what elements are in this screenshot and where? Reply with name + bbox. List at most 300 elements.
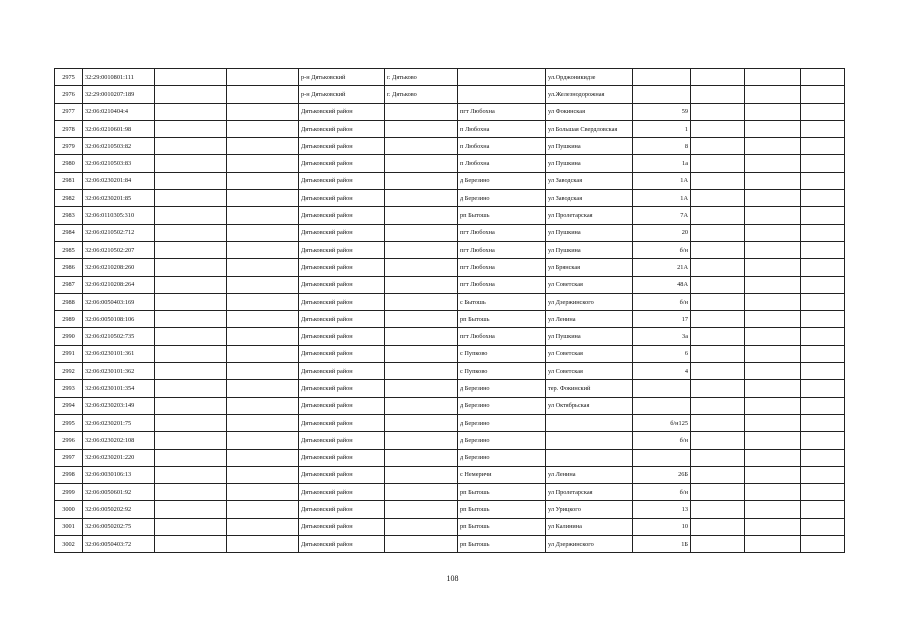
empty-cell bbox=[155, 345, 227, 362]
house-number-cell: 17 bbox=[633, 311, 691, 328]
cadastral-number-cell: 32:06:0050202:75 bbox=[83, 518, 155, 535]
row-number-cell: 2996 bbox=[55, 432, 83, 449]
cadastral-number-cell: 32:06:0210208:260 bbox=[83, 259, 155, 276]
empty-cell bbox=[691, 224, 745, 241]
table-row bbox=[55, 155, 845, 172]
cadastral-number-cell: 32:06:0050108:106 bbox=[83, 311, 155, 328]
row-number-cell: 2978 bbox=[55, 120, 83, 137]
street-cell bbox=[546, 414, 633, 431]
empty-cell bbox=[745, 69, 801, 86]
row-number-cell: 2986 bbox=[55, 259, 83, 276]
city-cell bbox=[385, 311, 458, 328]
city-cell bbox=[385, 259, 458, 276]
table-row bbox=[55, 138, 845, 155]
district-cell: Дятьковский район bbox=[299, 380, 385, 397]
settlement-cell: п Любохна bbox=[458, 138, 546, 155]
empty-cell bbox=[691, 138, 745, 155]
empty-cell bbox=[227, 432, 299, 449]
empty-cell bbox=[691, 363, 745, 380]
city-cell bbox=[385, 414, 458, 431]
house-number-cell bbox=[633, 449, 691, 466]
row-number-cell: 2981 bbox=[55, 172, 83, 189]
empty-cell bbox=[227, 501, 299, 518]
empty-cell bbox=[745, 536, 801, 553]
empty-cell bbox=[691, 484, 745, 501]
row-number-cell: 2990 bbox=[55, 328, 83, 345]
empty-cell bbox=[155, 103, 227, 120]
empty-cell bbox=[227, 224, 299, 241]
empty-cell bbox=[801, 397, 845, 414]
street-cell: ул Октябрьская bbox=[546, 397, 633, 414]
empty-cell bbox=[155, 207, 227, 224]
settlement-cell: пгт Любохна bbox=[458, 276, 546, 293]
house-number-cell: 21А bbox=[633, 259, 691, 276]
empty-cell bbox=[227, 172, 299, 189]
empty-cell bbox=[227, 363, 299, 380]
empty-cell bbox=[745, 103, 801, 120]
empty-cell bbox=[745, 138, 801, 155]
house-number-cell: 59 bbox=[633, 103, 691, 120]
table-row bbox=[55, 432, 845, 449]
empty-cell bbox=[745, 293, 801, 310]
row-number-cell: 2975 bbox=[55, 69, 83, 86]
row-number-cell: 2989 bbox=[55, 311, 83, 328]
table-row bbox=[55, 363, 845, 380]
empty-cell bbox=[155, 86, 227, 103]
cadastral-number-cell: 32:06:0230201:220 bbox=[83, 449, 155, 466]
row-number-cell: 2976 bbox=[55, 86, 83, 103]
empty-cell bbox=[227, 484, 299, 501]
empty-cell bbox=[801, 172, 845, 189]
district-cell: Дятьковский район bbox=[299, 190, 385, 207]
settlement-cell: пгт Любохна bbox=[458, 103, 546, 120]
city-cell bbox=[385, 466, 458, 483]
district-cell: Дятьковский район bbox=[299, 103, 385, 120]
city-cell bbox=[385, 328, 458, 345]
empty-cell bbox=[227, 449, 299, 466]
street-cell: ул Брянская bbox=[546, 259, 633, 276]
cadastral-number-cell: 32:06:0210404:4 bbox=[83, 103, 155, 120]
row-number-cell: 2991 bbox=[55, 345, 83, 362]
empty-cell bbox=[745, 259, 801, 276]
street-cell: ул Калинина bbox=[546, 518, 633, 535]
empty-cell bbox=[155, 138, 227, 155]
district-cell: Дятьковский район bbox=[299, 224, 385, 241]
empty-cell bbox=[691, 241, 745, 258]
city-cell bbox=[385, 449, 458, 466]
empty-cell bbox=[801, 484, 845, 501]
district-cell: Дятьковский район bbox=[299, 501, 385, 518]
empty-cell bbox=[801, 120, 845, 137]
house-number-cell: 10 bbox=[633, 518, 691, 535]
house-number-cell: б/н bbox=[633, 293, 691, 310]
empty-cell bbox=[745, 466, 801, 483]
empty-cell bbox=[691, 190, 745, 207]
empty-cell bbox=[745, 432, 801, 449]
empty-cell bbox=[227, 293, 299, 310]
empty-cell bbox=[691, 293, 745, 310]
empty-cell bbox=[227, 190, 299, 207]
empty-cell bbox=[155, 363, 227, 380]
cadastral-number-cell: 32:06:0050403:169 bbox=[83, 293, 155, 310]
empty-cell bbox=[691, 397, 745, 414]
row-number-cell: 2988 bbox=[55, 293, 83, 310]
empty-cell bbox=[801, 311, 845, 328]
empty-cell bbox=[227, 466, 299, 483]
row-number-cell: 2992 bbox=[55, 363, 83, 380]
empty-cell bbox=[745, 207, 801, 224]
table-row bbox=[55, 259, 845, 276]
empty-cell bbox=[745, 484, 801, 501]
empty-cell bbox=[691, 466, 745, 483]
street-cell: ул Пушкина bbox=[546, 138, 633, 155]
empty-cell bbox=[801, 449, 845, 466]
row-number-cell: 2993 bbox=[55, 380, 83, 397]
settlement-cell: рп Бытошь bbox=[458, 484, 546, 501]
empty-cell bbox=[691, 345, 745, 362]
settlement-cell: д Березино bbox=[458, 432, 546, 449]
city-cell bbox=[385, 276, 458, 293]
district-cell: Дятьковский район bbox=[299, 484, 385, 501]
empty-cell bbox=[155, 432, 227, 449]
cadastral-number-cell: 32:06:0230202:108 bbox=[83, 432, 155, 449]
empty-cell bbox=[691, 69, 745, 86]
table-row bbox=[55, 345, 845, 362]
empty-cell bbox=[691, 120, 745, 137]
cadastral-number-cell: 32:06:0210208:264 bbox=[83, 276, 155, 293]
empty-cell bbox=[745, 172, 801, 189]
district-cell: Дятьковский район bbox=[299, 328, 385, 345]
house-number-cell bbox=[633, 397, 691, 414]
city-cell bbox=[385, 432, 458, 449]
district-cell: Дятьковский район bbox=[299, 311, 385, 328]
cadastral-number-cell: 32:06:0110305:310 bbox=[83, 207, 155, 224]
empty-cell bbox=[691, 172, 745, 189]
district-cell: Дятьковский район bbox=[299, 363, 385, 380]
settlement-cell: рп Бытошь bbox=[458, 311, 546, 328]
settlement-cell: д Березино bbox=[458, 397, 546, 414]
house-number-cell: 8 bbox=[633, 138, 691, 155]
cadastral-number-cell: 32:06:0210502:712 bbox=[83, 224, 155, 241]
settlement-cell bbox=[458, 86, 546, 103]
empty-cell bbox=[155, 328, 227, 345]
house-number-cell: 1Б bbox=[633, 536, 691, 553]
street-cell: ул Пушкина bbox=[546, 328, 633, 345]
settlement-cell: с Немеричи bbox=[458, 466, 546, 483]
row-number-cell: 2985 bbox=[55, 241, 83, 258]
empty-cell bbox=[227, 311, 299, 328]
street-cell: ул Советская bbox=[546, 363, 633, 380]
empty-cell bbox=[801, 466, 845, 483]
district-cell: р-н Дятьковский bbox=[299, 69, 385, 86]
empty-cell bbox=[227, 536, 299, 553]
empty-cell bbox=[801, 224, 845, 241]
cadastral-number-cell: 32:29:0010801:111 bbox=[83, 69, 155, 86]
settlement-cell: д Березино bbox=[458, 449, 546, 466]
row-number-cell: 2999 bbox=[55, 484, 83, 501]
empty-cell bbox=[801, 138, 845, 155]
district-cell: Дятьковский район bbox=[299, 241, 385, 258]
empty-cell bbox=[227, 86, 299, 103]
district-cell: Дятьковский район bbox=[299, 449, 385, 466]
city-cell bbox=[385, 138, 458, 155]
table-row bbox=[55, 397, 845, 414]
empty-cell bbox=[801, 501, 845, 518]
street-cell: ул Ленина bbox=[546, 311, 633, 328]
table-row bbox=[55, 207, 845, 224]
street-cell: тер. Фокинский bbox=[546, 380, 633, 397]
city-cell bbox=[385, 103, 458, 120]
empty-cell bbox=[155, 155, 227, 172]
city-cell bbox=[385, 190, 458, 207]
street-cell: ул.Железнодорожная bbox=[546, 86, 633, 103]
empty-cell bbox=[745, 414, 801, 431]
empty-cell bbox=[155, 380, 227, 397]
empty-cell bbox=[691, 86, 745, 103]
empty-cell bbox=[691, 501, 745, 518]
empty-cell bbox=[155, 259, 227, 276]
empty-cell bbox=[155, 69, 227, 86]
settlement-cell: с Бытошь bbox=[458, 293, 546, 310]
table-row bbox=[55, 380, 845, 397]
empty-cell bbox=[745, 86, 801, 103]
table-row bbox=[55, 311, 845, 328]
empty-cell bbox=[155, 190, 227, 207]
cadastral-number-cell: 32:06:0210503:83 bbox=[83, 155, 155, 172]
empty-cell bbox=[801, 363, 845, 380]
street-cell: ул Дзержинского bbox=[546, 293, 633, 310]
house-number-cell: б/н bbox=[633, 241, 691, 258]
table-row bbox=[55, 484, 845, 501]
empty-cell bbox=[745, 345, 801, 362]
empty-cell bbox=[801, 69, 845, 86]
cadastral-number-cell: 32:06:0030106:13 bbox=[83, 466, 155, 483]
table-row bbox=[55, 241, 845, 258]
house-number-cell: 1 bbox=[633, 120, 691, 137]
empty-cell bbox=[691, 276, 745, 293]
settlement-cell: д Березино bbox=[458, 190, 546, 207]
settlement-cell: д Березино bbox=[458, 172, 546, 189]
table-row bbox=[55, 224, 845, 241]
table-row bbox=[55, 501, 845, 518]
empty-cell bbox=[691, 311, 745, 328]
cadastral-number-cell: 32:06:0050202:92 bbox=[83, 501, 155, 518]
cadastral-number-cell: 32:06:0050403:72 bbox=[83, 536, 155, 553]
cadastral-number-cell: 32:06:0230101:354 bbox=[83, 380, 155, 397]
empty-cell bbox=[691, 380, 745, 397]
table-row bbox=[55, 449, 845, 466]
city-cell bbox=[385, 518, 458, 535]
city-cell bbox=[385, 120, 458, 137]
street-cell: ул Фокинская bbox=[546, 103, 633, 120]
empty-cell bbox=[745, 276, 801, 293]
empty-cell bbox=[745, 397, 801, 414]
empty-cell bbox=[801, 207, 845, 224]
empty-cell bbox=[745, 155, 801, 172]
row-number-cell: 2984 bbox=[55, 224, 83, 241]
house-number-cell: 48А bbox=[633, 276, 691, 293]
empty-cell bbox=[155, 311, 227, 328]
empty-cell bbox=[745, 311, 801, 328]
row-number-cell: 2987 bbox=[55, 276, 83, 293]
cadastral-number-cell: 32:06:0210502:735 bbox=[83, 328, 155, 345]
row-number-cell: 2980 bbox=[55, 155, 83, 172]
empty-cell bbox=[801, 276, 845, 293]
city-cell bbox=[385, 241, 458, 258]
district-cell: Дятьковский район bbox=[299, 414, 385, 431]
cadastral-number-cell: 32:29:0010207:189 bbox=[83, 86, 155, 103]
empty-cell bbox=[227, 69, 299, 86]
empty-cell bbox=[227, 138, 299, 155]
settlement-cell: пгт Любохна bbox=[458, 224, 546, 241]
row-number-cell: 3000 bbox=[55, 501, 83, 518]
street-cell: ул Большая Свердловская bbox=[546, 120, 633, 137]
district-cell: Дятьковский район bbox=[299, 276, 385, 293]
empty-cell bbox=[155, 536, 227, 553]
settlement-cell: с Пупково bbox=[458, 363, 546, 380]
empty-cell bbox=[801, 518, 845, 535]
city-cell bbox=[385, 501, 458, 518]
empty-cell bbox=[155, 224, 227, 241]
empty-cell bbox=[745, 120, 801, 137]
street-cell: ул Заводская bbox=[546, 190, 633, 207]
district-cell: Дятьковский район bbox=[299, 259, 385, 276]
street-cell: ул.Орджоникидзе bbox=[546, 69, 633, 86]
empty-cell bbox=[691, 328, 745, 345]
district-cell: Дятьковский район bbox=[299, 432, 385, 449]
empty-cell bbox=[745, 224, 801, 241]
settlement-cell: д Березино bbox=[458, 414, 546, 431]
empty-cell bbox=[155, 293, 227, 310]
empty-cell bbox=[227, 397, 299, 414]
empty-cell bbox=[227, 207, 299, 224]
district-cell: р-н Дятьковский bbox=[299, 86, 385, 103]
table-row bbox=[55, 69, 845, 86]
empty-cell bbox=[691, 536, 745, 553]
table-row bbox=[55, 518, 845, 535]
settlement-cell: рп Бытошь bbox=[458, 536, 546, 553]
house-number-cell: 7А bbox=[633, 207, 691, 224]
empty-cell bbox=[227, 380, 299, 397]
cadastral-number-cell: 32:06:0230101:361 bbox=[83, 345, 155, 362]
row-number-cell: 3002 bbox=[55, 536, 83, 553]
city-cell bbox=[385, 380, 458, 397]
empty-cell bbox=[801, 293, 845, 310]
empty-cell bbox=[155, 276, 227, 293]
empty-cell bbox=[155, 414, 227, 431]
empty-cell bbox=[801, 190, 845, 207]
empty-cell bbox=[155, 518, 227, 535]
cadastral-number-cell: 32:06:0210502:207 bbox=[83, 241, 155, 258]
table-row bbox=[55, 120, 845, 137]
house-number-cell: 13 bbox=[633, 501, 691, 518]
house-number-cell: 1А bbox=[633, 190, 691, 207]
house-number-cell: б/н125 bbox=[633, 414, 691, 431]
empty-cell bbox=[691, 155, 745, 172]
empty-cell bbox=[801, 345, 845, 362]
empty-cell bbox=[801, 155, 845, 172]
street-cell: ул Ленина bbox=[546, 466, 633, 483]
district-cell: Дятьковский район bbox=[299, 120, 385, 137]
city-cell bbox=[385, 484, 458, 501]
settlement-cell: д Березино bbox=[458, 380, 546, 397]
empty-cell bbox=[227, 155, 299, 172]
empty-cell bbox=[801, 380, 845, 397]
empty-cell bbox=[801, 86, 845, 103]
street-cell: ул Пушкина bbox=[546, 155, 633, 172]
empty-cell bbox=[691, 414, 745, 431]
street-cell: ул Урицкого bbox=[546, 501, 633, 518]
empty-cell bbox=[691, 207, 745, 224]
settlement-cell: пгт Любохна bbox=[458, 259, 546, 276]
house-number-cell: 20 bbox=[633, 224, 691, 241]
street-cell bbox=[546, 449, 633, 466]
district-cell: Дятьковский район bbox=[299, 397, 385, 414]
table-row bbox=[55, 328, 845, 345]
house-number-cell: 3а bbox=[633, 328, 691, 345]
district-cell: Дятьковский район bbox=[299, 518, 385, 535]
empty-cell bbox=[155, 120, 227, 137]
registry-table bbox=[54, 68, 845, 553]
street-cell: ул Пролетарская bbox=[546, 207, 633, 224]
cadastral-number-cell: 32:06:0230101:362 bbox=[83, 363, 155, 380]
settlement-cell: с Пупково bbox=[458, 345, 546, 362]
district-cell: Дятьковский район bbox=[299, 155, 385, 172]
city-cell bbox=[385, 345, 458, 362]
settlement-cell: рп Бытошь bbox=[458, 207, 546, 224]
street-cell: ул Дзержинского bbox=[546, 536, 633, 553]
table-row bbox=[55, 190, 845, 207]
row-number-cell: 2997 bbox=[55, 449, 83, 466]
table-row bbox=[55, 172, 845, 189]
empty-cell bbox=[691, 259, 745, 276]
house-number-cell: 1а bbox=[633, 155, 691, 172]
empty-cell bbox=[691, 103, 745, 120]
empty-cell bbox=[227, 414, 299, 431]
house-number-cell: б/н bbox=[633, 432, 691, 449]
settlement-cell: п Любохна bbox=[458, 120, 546, 137]
empty-cell bbox=[801, 259, 845, 276]
empty-cell bbox=[155, 466, 227, 483]
city-cell bbox=[385, 536, 458, 553]
empty-cell bbox=[227, 345, 299, 362]
table-row bbox=[55, 103, 845, 120]
cadastral-number-cell: 32:06:0230201:84 bbox=[83, 172, 155, 189]
empty-cell bbox=[227, 241, 299, 258]
empty-cell bbox=[155, 241, 227, 258]
empty-cell bbox=[155, 172, 227, 189]
district-cell: Дятьковский район bbox=[299, 138, 385, 155]
row-number-cell: 2977 bbox=[55, 103, 83, 120]
empty-cell bbox=[227, 120, 299, 137]
empty-cell bbox=[801, 103, 845, 120]
house-number-cell: 26Б bbox=[633, 466, 691, 483]
empty-cell bbox=[745, 501, 801, 518]
registry-table-body bbox=[55, 69, 845, 553]
district-cell: Дятьковский район bbox=[299, 536, 385, 553]
street-cell: ул Пролетарская bbox=[546, 484, 633, 501]
street-cell bbox=[546, 432, 633, 449]
city-cell bbox=[385, 155, 458, 172]
city-cell bbox=[385, 224, 458, 241]
empty-cell bbox=[745, 328, 801, 345]
city-cell: г. Дятьково bbox=[385, 86, 458, 103]
house-number-cell bbox=[633, 69, 691, 86]
empty-cell bbox=[155, 397, 227, 414]
cadastral-number-cell: 32:06:0230201:75 bbox=[83, 414, 155, 431]
empty-cell bbox=[801, 241, 845, 258]
settlement-cell: п Любохна bbox=[458, 155, 546, 172]
